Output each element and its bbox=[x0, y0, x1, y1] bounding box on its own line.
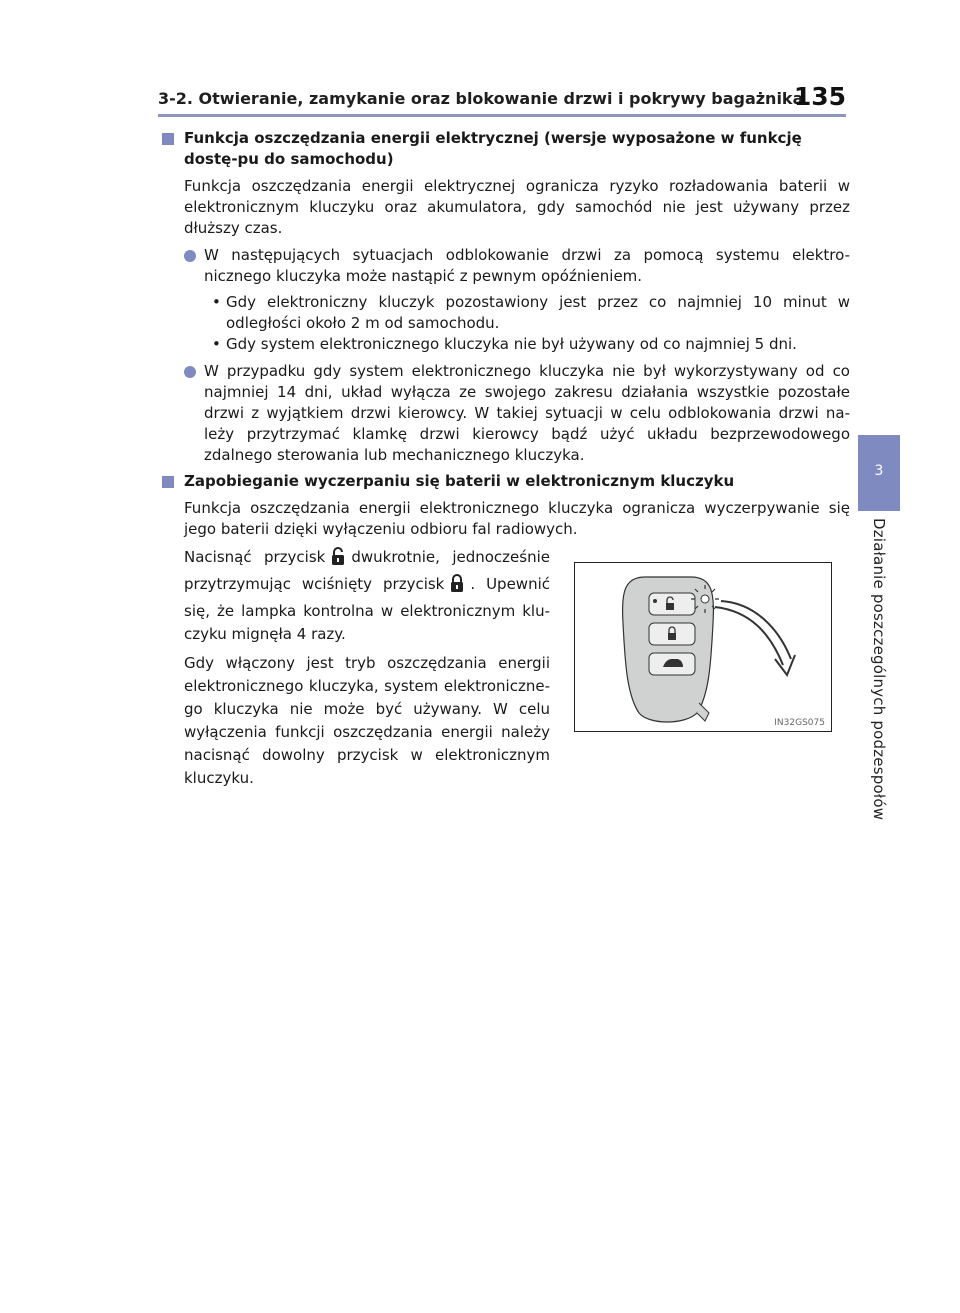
header-divider bbox=[158, 114, 846, 117]
list-item-text: W następujących sytuacjach odblokowanie drzwi za pomocą systemu elektro-nicznego kluczyka może nastąpić z pewnym opóźnieniem. bbox=[204, 246, 850, 285]
small-bullet-icon: • bbox=[212, 335, 221, 353]
chapter-tab bbox=[858, 435, 900, 511]
sub-list-item bbox=[160, 292, 850, 334]
chapter-side-label-text: Działanie poszczególnych podzespołów bbox=[870, 518, 888, 821]
section-intro: Funkcja oszczędzania energii elektrycznej ogranicza ryzyko rozładowania baterii w elektronicznym kluczyku oraz akumulatora, gdy samochód nie jest używany przez dłuższy czas. bbox=[184, 177, 850, 237]
section-heading-battery bbox=[160, 471, 850, 492]
figure-code: IN32GS075 bbox=[774, 718, 825, 728]
round-bullet-icon bbox=[184, 366, 196, 378]
list-item bbox=[160, 245, 850, 287]
page-header bbox=[158, 84, 846, 114]
list-item bbox=[160, 361, 850, 466]
key-fob-drawing bbox=[575, 563, 831, 731]
section-heading-text: Zapobieganie wyczerpaniu się baterii w elektronicznym kluczyku bbox=[184, 472, 735, 490]
chapter-tab-number: 3 bbox=[874, 463, 884, 479]
page-number: 135 bbox=[793, 82, 846, 111]
round-bullet-icon bbox=[184, 250, 196, 262]
lock-button-icon bbox=[450, 573, 464, 600]
chapter-title: 3-2. Otwieranie, zamykanie oraz blokowanie drzwi i pokrywy bagażnika bbox=[158, 89, 804, 108]
key-fob-illustration bbox=[574, 562, 832, 732]
list-item-text: W przypadku gdy system elektronicznego kluczyka nie był wykorzystywany od co najmniej 14 dni, układ wyłącza ze swojego zakresu działania wszystkie pozostałe drzwi z wyjątkiem drzwi kierowcy. W takiej sytuacji w celu odblokowania drzwi na-leży przytrzymać klamkę drzwi kierowcy bądź użyć układu bezprzewodowego zdalnego sterowania lub mechanicznego kluczyka. bbox=[204, 362, 850, 464]
small-bullet-icon: • bbox=[212, 293, 221, 311]
instruction-text: Gdy włączony jest tryb oszczędzania energii elektronicznego kluczyka, system elektroniczne-go kluczyka nie może być używany. W celu wyłączenia funkcji oszczędzania energii należy nacisnąć dowolny przycisk w elektronicznym kluczyku. bbox=[184, 654, 550, 787]
square-bullet-icon bbox=[162, 133, 174, 145]
section-heading-text: Funkcja oszczędzania energii elektrycznej (wersje wyposażone w funkcję dostę-pu do samochodu) bbox=[184, 129, 802, 168]
section-heading-energy-saving bbox=[160, 128, 850, 170]
sub-list-item-text: Gdy elektroniczny kluczyk pozostawiony jest przez co najmniej 10 minut w odległości około 2 m od samochodu. bbox=[226, 293, 850, 332]
sub-list-item-text: Gdy system elektronicznego kluczyka nie był używany od co najmniej 5 dni. bbox=[226, 335, 797, 353]
sub-list-item bbox=[160, 334, 850, 355]
section-intro: Funkcja oszczędzania energii elektronicznego kluczyka ogranicza wyczerpywanie się jego baterii dzięki wyłączeniu odbioru fal radiowych. bbox=[184, 499, 850, 538]
instruction-text: Nacisnąć przycisk dwukrotnie, jednocześnie przytrzymując wciśnięty przycisk . Upewnić się, że lampka kontrolna w elektronicznym klu-czyku mignęła 4 razy. bbox=[184, 548, 550, 643]
lock-button-icon bbox=[331, 546, 345, 573]
square-bullet-icon bbox=[162, 476, 174, 488]
chapter-side-label bbox=[860, 518, 900, 848]
